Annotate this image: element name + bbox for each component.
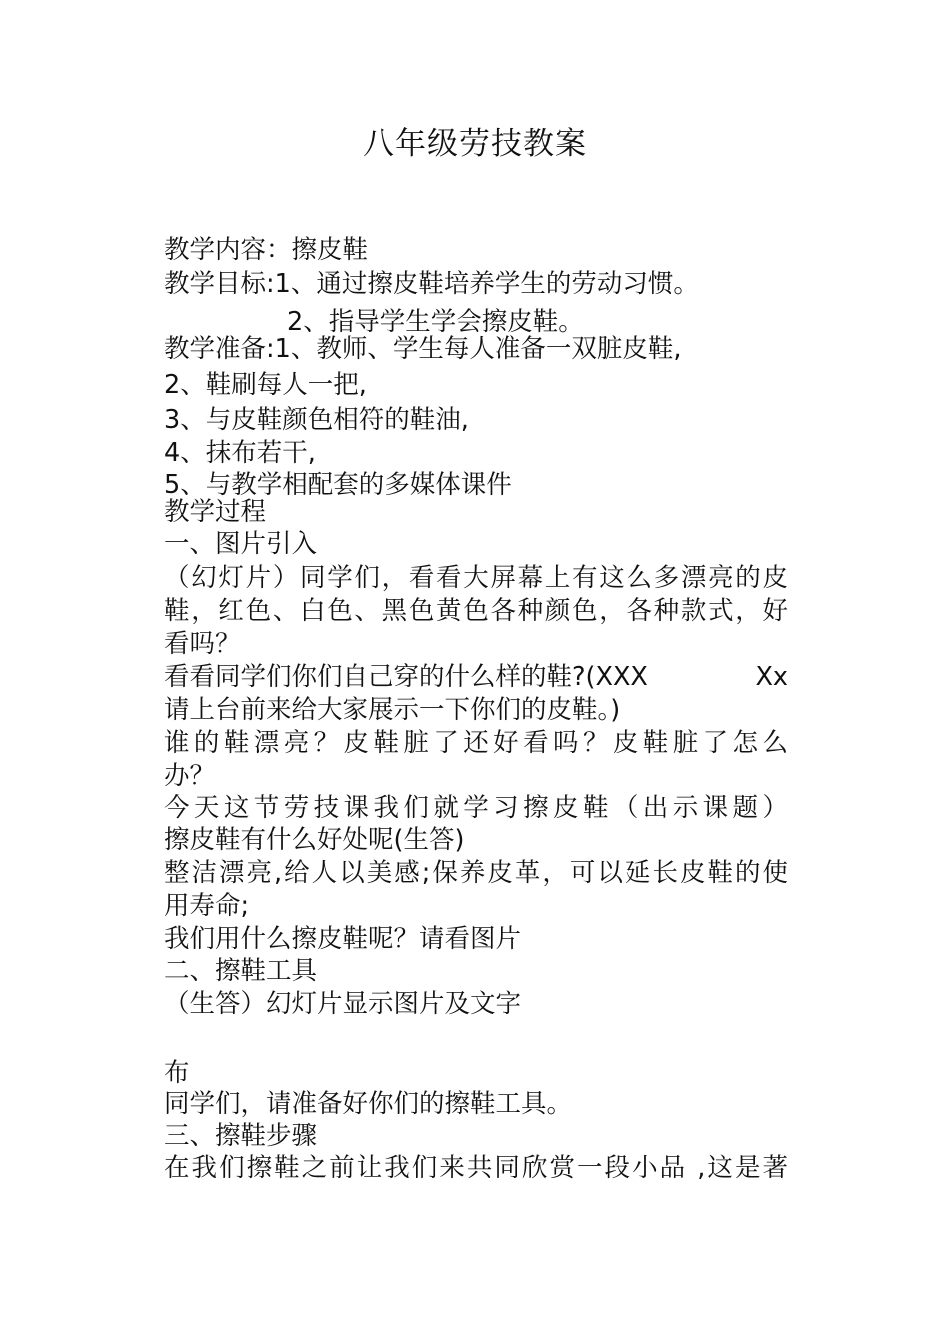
- text-line: （生答）幻灯片显示图片及文字: [164, 989, 522, 1019]
- text-segment: Xx: [755, 662, 788, 692]
- text-line: 擦皮鞋有什么好处呢(生答): [164, 825, 465, 855]
- text-line: 今天这节劳技课我们就学习擦皮鞋（出示课题）: [164, 793, 788, 823]
- text-line: 教学过程: [164, 497, 267, 527]
- text-line: （幻灯片）同学们，看看大屏幕上有这么多漂亮的皮: [164, 563, 788, 593]
- text-line: 3、与皮鞋颜色相符的鞋油,: [164, 405, 469, 435]
- text-line: 同学们，请准备好你们的擦鞋工具。: [164, 1089, 573, 1119]
- text-line: 办？: [164, 761, 216, 791]
- text-line: 2、指导学生学会擦皮鞋。: [287, 307, 584, 337]
- text-line: 一、图片引入: [164, 529, 318, 559]
- document-title: 八年级劳技教案: [363, 126, 587, 162]
- text-line: 5、与教学相配套的多媒体课件: [164, 470, 512, 500]
- text-line: 教学内容：擦皮鞋: [164, 235, 369, 265]
- text-line: 谁的鞋漂亮？皮鞋脏了还好看吗？皮鞋脏了怎么: [164, 728, 788, 758]
- text-line: 请上台前来给大家展示一下你们的皮鞋。): [164, 695, 621, 725]
- text-line: 我们用什么擦皮鞋呢？请看图片: [164, 924, 522, 954]
- text-segment: 看看同学们你们自己穿的什么样的鞋?(XXX: [164, 662, 648, 692]
- text-line-split: [164, 661, 788, 693]
- text-line: 布: [164, 1058, 190, 1088]
- text-line: 4、抹布若干,: [164, 438, 316, 468]
- text-line: 用寿命;: [164, 891, 250, 921]
- text-line: 看吗？: [164, 629, 241, 659]
- text-line: 在我们擦鞋之前让我们来共同欣赏一段小品 ,这是著: [164, 1153, 788, 1183]
- text-line: 二、擦鞋工具: [164, 956, 318, 986]
- text-line: 2、鞋刷每人一把,: [164, 370, 367, 400]
- text-line: 整洁漂亮,给人以美感;保养皮革，可以延长皮鞋的使: [164, 858, 788, 888]
- text-line: 教学目标:1、通过擦皮鞋培养学生的劳动习惯。: [164, 269, 699, 299]
- text-line: 鞋，红色、白色、黑色黄色各种颜色，各种款式，好: [164, 596, 788, 626]
- text-line: 教学准备:1、教师、学生每人准备一双脏皮鞋,: [164, 334, 682, 364]
- text-line: 三、擦鞋步骤: [164, 1121, 318, 1151]
